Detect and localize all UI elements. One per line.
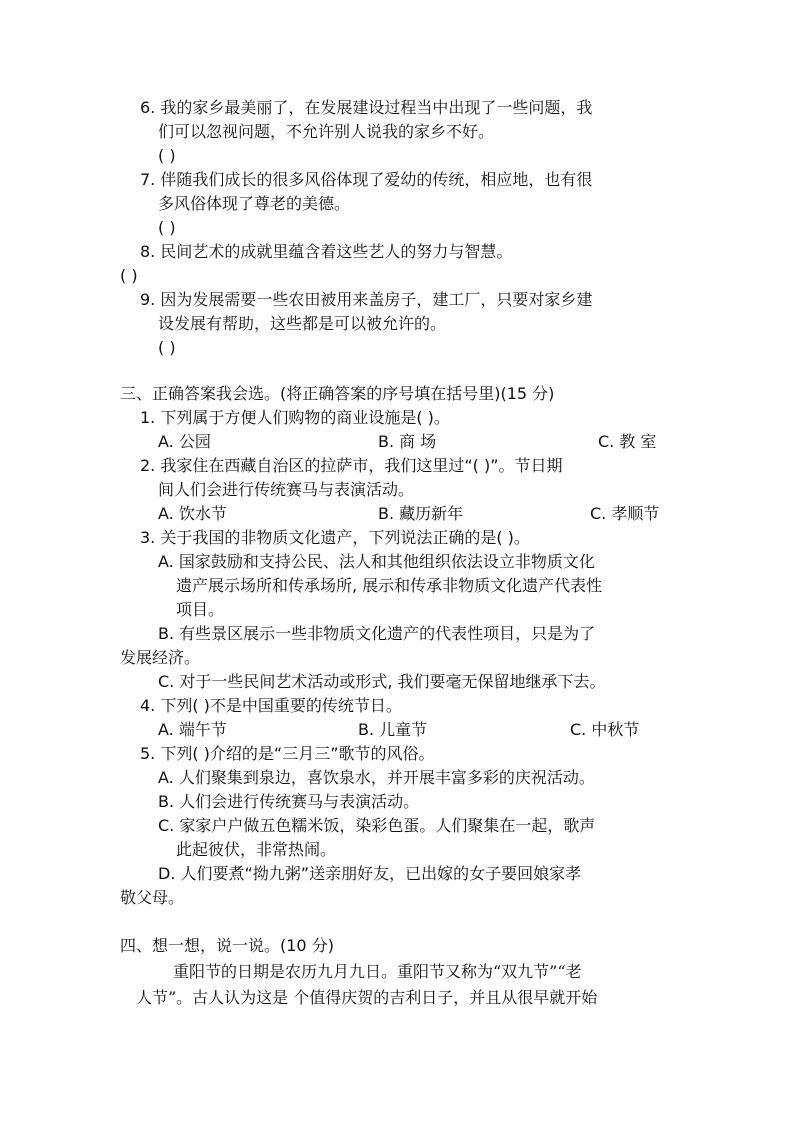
mc-question-3-option-a-line-2: 遗产展示场所和传承场所, 展示和传承非物质文化遗产代表性 (176, 576, 603, 595)
mc-question-5-option-b: B. 人们会进行传统赛马与表演活动。 (158, 792, 420, 811)
question-7-line-2: 多风俗体现了尊老的美德。 (158, 194, 351, 213)
mc-question-1-stem: 1. 下列属于方便人们购物的商业设施是( )。 (140, 408, 450, 427)
question-7-answer-blank: ( ) (158, 218, 176, 237)
mc-question-5-option-d-line-2: 敬父母。 (120, 888, 185, 907)
question-7-line-1: 7. 伴随我们成长的很多风俗体现了爱幼的传统，相应地，也有很 (140, 170, 593, 189)
section-4-heading: 四、想一想，说一说。(10 分) (120, 936, 334, 955)
mc-question-3-stem: 3. 关于我国的非物质文化遗产，下列说法正确的是( )。 (140, 528, 530, 547)
reading-paragraph-line-2: 人节”。古人认为这是 个值得庆贺的吉利日子，并且从很早就开始 (136, 988, 598, 1007)
mc-question-5-option-c-line-1: C. 家家户户做五色糯米饭，染彩色蛋。人们聚集在一起，歌声 (158, 816, 596, 835)
reading-paragraph-line-1: 重阳节的日期是农历九月九日。重阳节又称为“双九节”“老 (173, 962, 582, 981)
mc-question-2-option-b: B. 藏历新年 (378, 504, 464, 523)
mc-question-4-option-c: C. 中秋节 (570, 720, 640, 739)
mc-question-1-option-a: A. 公园 (158, 432, 211, 451)
mc-question-4-option-b: B. 儿童节 (358, 720, 428, 739)
mc-question-1-option-c: C. 教 室 (598, 432, 657, 451)
question-9-line-2: 设发展有帮助，这些都是可以被允许的。 (158, 314, 447, 333)
mc-question-3-option-a-line-1: A. 国家鼓励和支持公民、法人和其他组织依法设立非物质文化 (158, 552, 595, 571)
mc-question-2-option-a: A. 饮水节 (158, 504, 227, 523)
mc-question-4-option-a: A. 端午节 (158, 720, 227, 739)
mc-question-2-option-c: C. 孝顺节 (590, 504, 660, 523)
question-8-line-1: 8. 民间艺术的成就里蕴含着这些艺人的努力与智慧。 (140, 242, 513, 261)
question-8-answer-blank: ( ) (120, 266, 138, 285)
mc-question-3-option-b-line-1: B. 有些景区展示一些非物质文化遗产的代表性项目，只是为了 (158, 624, 596, 643)
question-6-answer-blank: ( ) (158, 146, 176, 165)
mc-question-3-option-a-line-3: 项目。 (176, 600, 225, 619)
mc-question-5-option-c-line-2: 此起彼伏，非常热闹。 (176, 840, 337, 859)
mc-question-2-stem-line-1: 2. 我家住在西藏自治区的拉萨市，我们这里过“( )”。节日期 (140, 456, 563, 475)
section-3-heading: 三、正确答案我会选。(将正确答案的序号填在括号里)(15 分) (120, 384, 555, 403)
mc-question-3-option-c: C. 对于一些民间艺术活动或形式, 我们要毫无保留地继承下去。 (158, 672, 606, 691)
question-6-line-2: 们可以忽视问题，不允许别人说我的家乡不好。 (158, 122, 495, 141)
question-9-answer-blank: ( ) (158, 338, 176, 357)
mc-question-5-option-d-line-1: D. 人们要煮“拗九粥”送亲朋好友，已出嫁的女子要回娘家孝 (158, 864, 582, 883)
question-9-line-1: 9. 因为发展需要一些农田被用来盖房子，建工厂，只要对家乡建 (140, 290, 593, 309)
mc-question-1-option-b: B. 商 场 (378, 432, 437, 451)
mc-question-4-stem: 4. 下列( )不是中国重要的传统节日。 (140, 696, 402, 715)
mc-question-2-stem-line-2: 间人们会进行传统赛马与表演活动。 (158, 480, 415, 499)
mc-question-5-option-a: A. 人们聚集到泉边，喜饮泉水，并开展丰富多彩的庆祝活动。 (158, 768, 595, 787)
question-6-line-1: 6. 我的家乡最美丽了，在发展建设过程当中出现了一些问题，我 (140, 98, 593, 117)
mc-question-5-stem: 5. 下列( )介绍的是“三月三”歌节的风俗。 (140, 744, 435, 763)
mc-question-3-option-b-line-2: 发展经济。 (120, 648, 201, 667)
